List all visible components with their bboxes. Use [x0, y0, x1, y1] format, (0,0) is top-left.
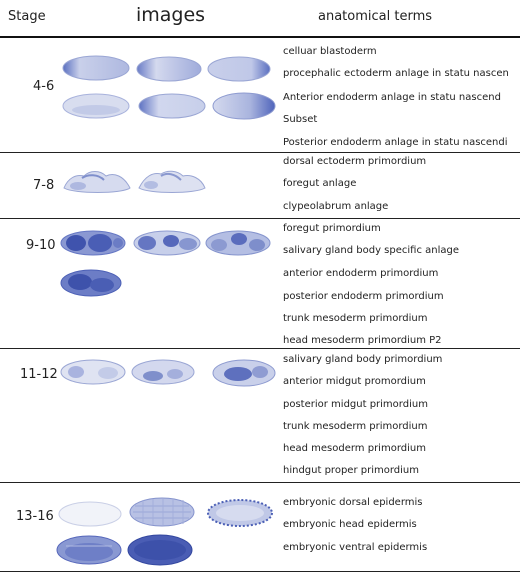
terms-column-header: anatomical terms [318, 9, 433, 24]
anatomical-term: clypeolabrum anlage [283, 201, 389, 212]
stage-label: 13-16 [16, 509, 54, 524]
row-divider [0, 152, 520, 153]
embryo-image [60, 358, 126, 386]
embryo-image [60, 229, 126, 257]
anatomical-term: posterior endoderm primordium [283, 291, 444, 302]
anatomical-term: procephalic ectoderm anlage in statu nascen [283, 68, 509, 79]
stage-column-header: Stage [8, 9, 46, 24]
anatomical-term: salivary gland body specific anlage [283, 245, 460, 256]
anatomical-term: trunk mesoderm primordium [283, 421, 428, 432]
embryo-image [56, 534, 122, 566]
anatomical-term: foregut anlage [283, 178, 357, 189]
anatomical-term: embryonic ventral epidermis [283, 542, 428, 553]
anatomical-term: Subset [283, 114, 318, 125]
stage-label: 7-8 [33, 178, 55, 193]
anatomical-term: trunk mesoderm primordium [283, 313, 428, 324]
anatomical-term: anterior endoderm primordium [283, 268, 439, 279]
embryo-image [205, 229, 271, 257]
row-divider [0, 482, 520, 483]
anatomical-term: celluar blastoderm [283, 46, 377, 57]
anatomical-term: posterior midgut primordium [283, 399, 428, 410]
embryo-image [60, 268, 122, 298]
embryo-image [212, 91, 276, 121]
row-divider [0, 348, 520, 349]
embryo-image [137, 166, 207, 196]
anatomical-term: Anterior endoderm anlage in statu nascend [283, 92, 501, 103]
table-bottom-border [0, 571, 520, 572]
stage-label: 9-10 [26, 238, 56, 253]
embryo-image [138, 92, 206, 120]
images-column-header: images [136, 4, 206, 26]
embryo-image [62, 92, 130, 120]
anatomical-term: salivary gland body primordium [283, 354, 443, 365]
embryo-image [133, 229, 201, 257]
embryo-image [58, 500, 122, 528]
embryo-image [131, 358, 195, 386]
anatomical-term: head mesoderm primordium P2 [283, 335, 442, 346]
anatomical-term: embryonic head epidermis [283, 519, 417, 530]
anatomical-term: dorsal ectoderm primordium [283, 156, 427, 167]
row-divider [0, 218, 520, 219]
embryo-image [127, 533, 193, 567]
stage-label: 4-6 [33, 79, 55, 94]
embryo-image [136, 55, 202, 83]
embryo-image [129, 496, 195, 528]
anatomical-term: head mesoderm primordium [283, 443, 426, 454]
anatomical-term: hindgut proper primordium [283, 465, 419, 476]
anatomical-term: anterior midgut promordium [283, 376, 426, 387]
stage-label: 11-12 [20, 367, 58, 382]
table-header [0, 0, 520, 36]
embryo-image [62, 54, 130, 82]
embryo-image [207, 498, 273, 528]
embryo-image [207, 55, 271, 83]
anatomical-term: embryonic dorsal epidermis [283, 497, 423, 508]
embryo-image [212, 358, 276, 388]
anatomical-term: foregut primordium [283, 223, 381, 234]
anatomical-term: Posterior endoderm anlage in statu nascendi [283, 137, 508, 148]
embryo-image [62, 166, 132, 196]
header-divider [0, 36, 520, 38]
